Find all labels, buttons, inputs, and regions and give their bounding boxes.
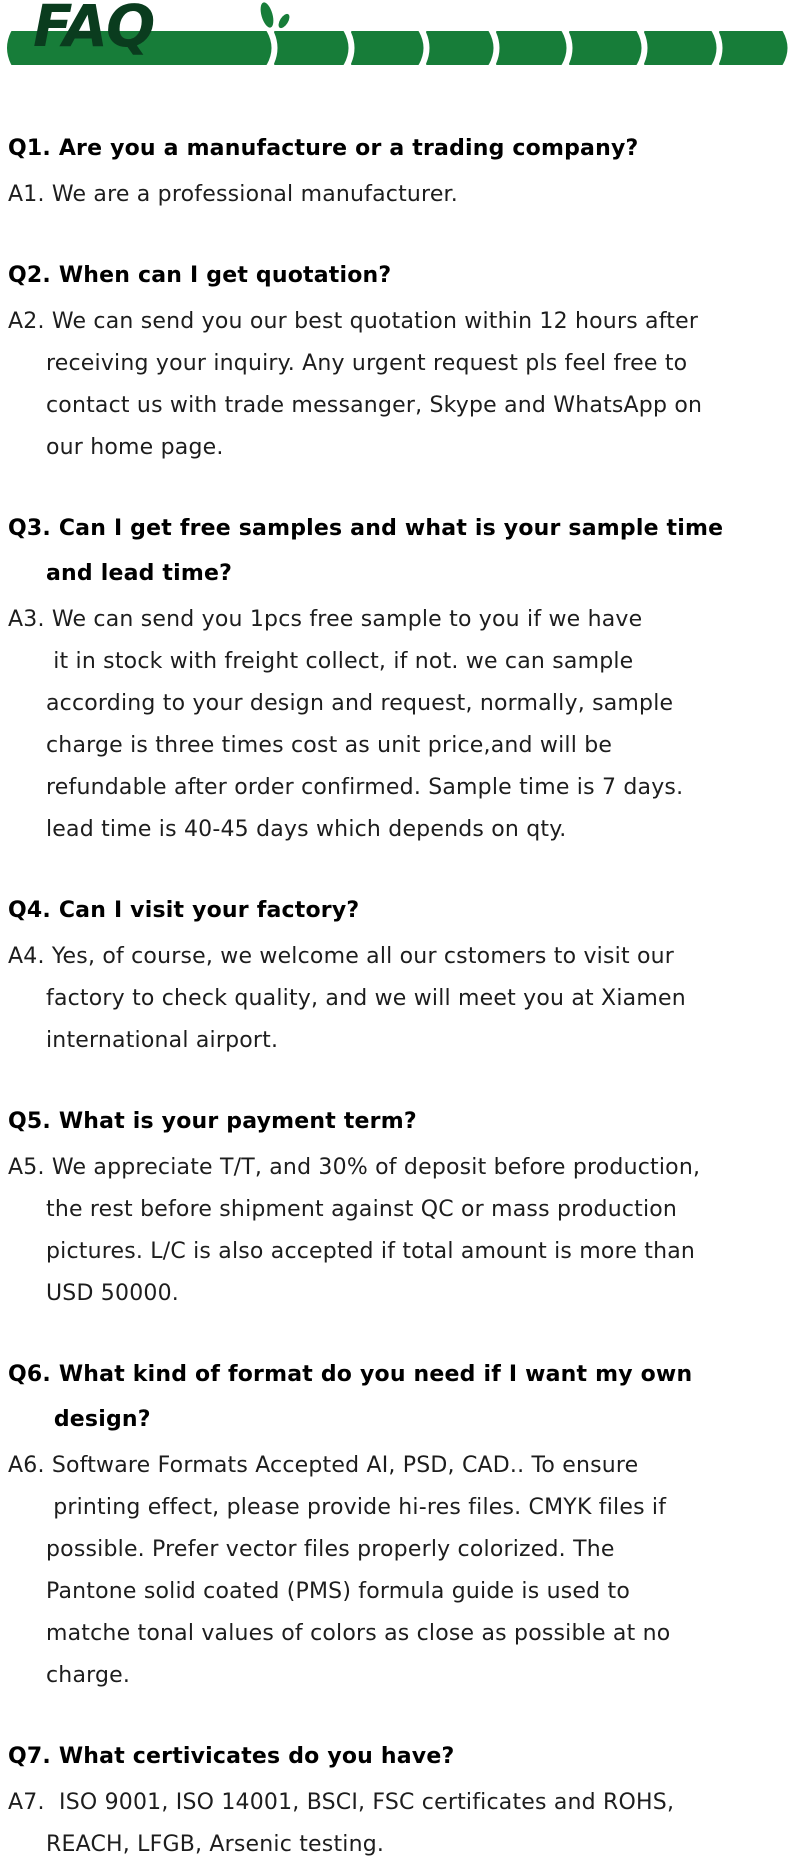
- faq-list: [0, 70, 790, 1866]
- bamboo-leaf-icon: [258, 1, 292, 30]
- answer-line: REACH, LFGB, Arsenic testing.: [46, 1832, 385, 1857]
- answer-line: receiving your inquiry. Any urgent request pls feel free to: [46, 351, 688, 376]
- question-line: Q1. Are you a manufacture or a trading company?: [8, 136, 639, 161]
- faq-item: [8, 126, 780, 216]
- bamboo-segment: [427, 32, 493, 64]
- answer-line: Pantone solid coated (PMS) formula guide is used to: [46, 1579, 630, 1604]
- answer-line: A4. Yes, of course, we welcome all our cstomers to visit our: [8, 944, 675, 969]
- answer-line: charge is three times cost as unit price,and will be: [46, 733, 613, 758]
- question: [8, 1734, 780, 1779]
- question-line: Q2. When can I get quotation?: [8, 263, 392, 288]
- answer-line: possible. Prefer vector files properly colorized. The: [46, 1537, 615, 1562]
- answer: [8, 599, 780, 851]
- question-line: Q6. What kind of format do you need if I want my own: [8, 1362, 693, 1387]
- question-line: design?: [46, 1407, 151, 1432]
- answer-line: pictures. L/C is also accepted if total amount is more than: [46, 1239, 696, 1264]
- faq-item: [8, 1734, 780, 1866]
- faq-item: [8, 506, 780, 851]
- question-line: Q5. What is your payment term?: [8, 1109, 417, 1134]
- question: [8, 1099, 780, 1144]
- answer-line: according to your design and request, normally, sample: [46, 691, 674, 716]
- question-line: and lead time?: [46, 561, 233, 586]
- faq-item: [8, 1352, 780, 1697]
- answer-line: contact us with trade messanger, Skype and WhatsApp on: [46, 393, 703, 418]
- answer: [8, 1445, 780, 1697]
- answer: [8, 174, 780, 216]
- answer-line: international airport.: [46, 1028, 279, 1053]
- answer-line: matche tonal values of colors as close as possible at no: [46, 1621, 671, 1646]
- question: [8, 126, 780, 171]
- question-line: Q4. Can I visit your factory?: [8, 898, 360, 923]
- bamboo-segment: [645, 32, 716, 64]
- answer-line: factory to check quality, and we will meet you at Xiamen: [46, 986, 686, 1011]
- bamboo-segment: [720, 32, 787, 64]
- answer: [8, 1782, 780, 1866]
- answer-line: printing effect, please provide hi-res files. CMYK files if: [46, 1495, 667, 1520]
- bamboo-segment: [570, 32, 641, 64]
- answer-line: USD 50000.: [46, 1281, 179, 1306]
- page-title: FAQ: [33, 0, 154, 60]
- faq-banner: [0, 0, 790, 70]
- bamboo-segment: [497, 32, 566, 64]
- answer-line: A7. ISO 9001, ISO 14001, BSCI, FSC certificates and ROHS,: [8, 1790, 675, 1815]
- answer-line: A3. We can send you 1pcs free sample to you if we have: [8, 607, 643, 632]
- faq-item: [8, 888, 780, 1062]
- answer-line: charge.: [46, 1663, 131, 1688]
- question-line: Q7. What certivicates do you have?: [8, 1744, 455, 1769]
- answer: [8, 301, 780, 469]
- answer-line: the rest before shipment against QC or mass production: [46, 1197, 678, 1222]
- faq-item: [8, 253, 780, 469]
- answer-line: our home page.: [46, 435, 224, 460]
- answer-line: lead time is 40-45 days which depends on qty.: [46, 817, 567, 842]
- answer-line: A6. Software Formats Accepted AI, PSD, CAD.. To ensure: [8, 1453, 639, 1478]
- answer-line: refundable after order confirmed. Sample time is 7 days.: [46, 775, 684, 800]
- question: [8, 1352, 780, 1442]
- answer-line: A5. We appreciate T/T, and 30% of deposit before production,: [8, 1155, 701, 1180]
- question: [8, 253, 780, 298]
- question-line: Q3. Can I get free samples and what is your sample time: [8, 516, 724, 541]
- bamboo-segment: [352, 32, 423, 64]
- question: [8, 506, 780, 596]
- answer-line: it in stock with freight collect, if not. we can sample: [46, 649, 634, 674]
- answer-line: A1. We are a professional manufacturer.: [8, 182, 458, 207]
- answer: [8, 936, 780, 1062]
- answer: [8, 1147, 780, 1315]
- bamboo-segment: [275, 32, 348, 64]
- faq-item: [8, 1099, 780, 1315]
- question: [8, 888, 780, 933]
- answer-line: A2. We can send you our best quotation within 12 hours after: [8, 309, 699, 334]
